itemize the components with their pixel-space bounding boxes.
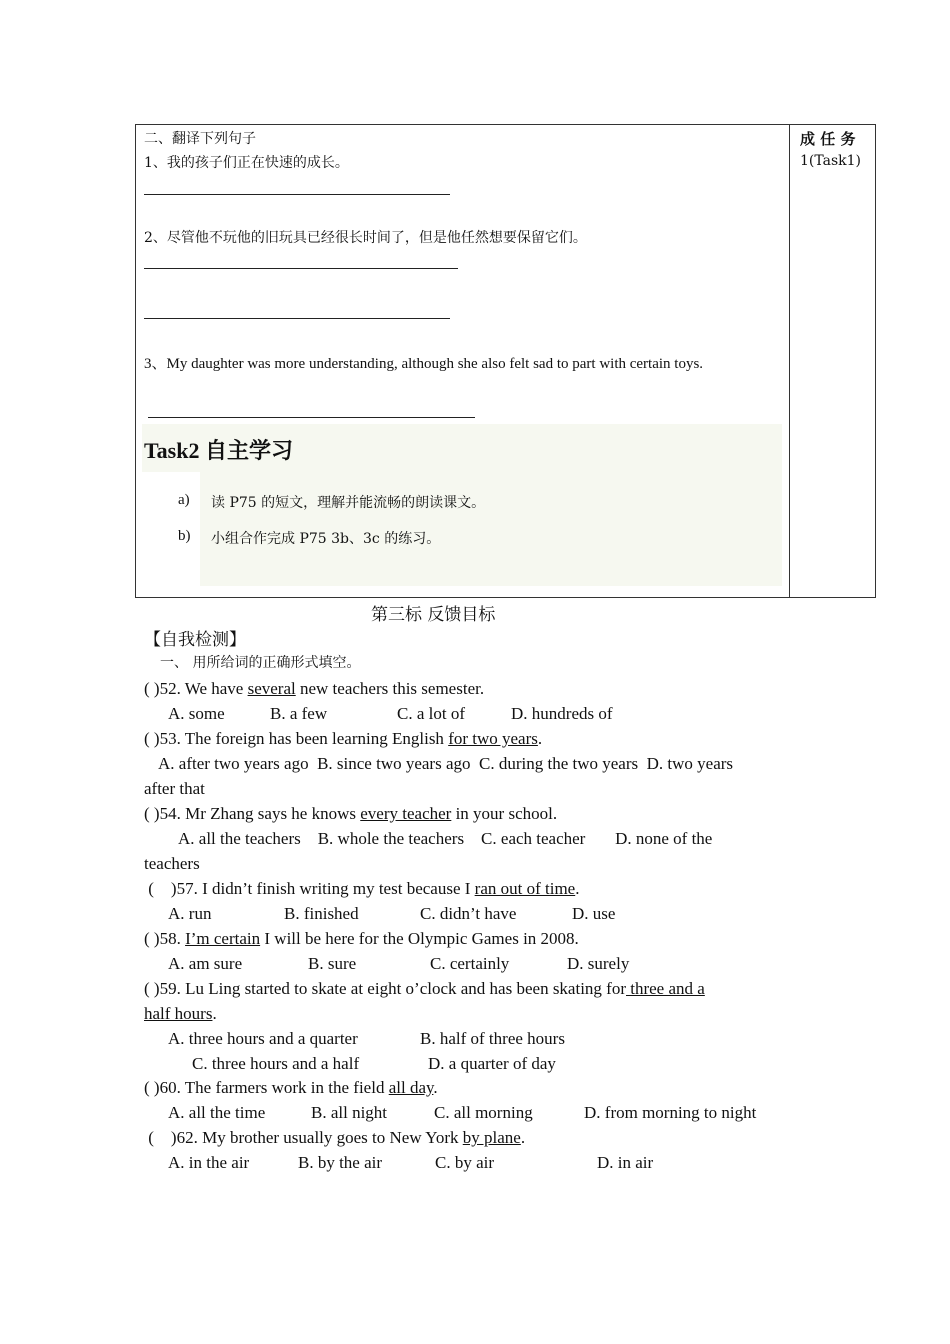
answer-line-4[interactable] xyxy=(148,417,475,418)
question-59-cont: half hours. xyxy=(144,1004,217,1023)
translate-item-3: 3、My daughter was more understanding, although she also felt sad to part with certain toys. xyxy=(144,356,704,372)
q53-options[interactable]: A. after two years ago B. since two years ago C. during the two years D. two years xyxy=(158,754,734,773)
q52-option-c[interactable]: C. a lot of xyxy=(397,704,465,723)
q52-option-d[interactable]: D. hundreds of xyxy=(511,704,613,723)
q62-option-c[interactable]: C. by air xyxy=(435,1153,495,1172)
q57-option-a[interactable]: A. run xyxy=(168,904,212,923)
q59-option-a[interactable]: A. three hours and a quarter xyxy=(168,1029,358,1048)
q58-option-d[interactable]: D. surely xyxy=(567,954,630,973)
section3-title: 第三标 反馈目标 xyxy=(371,605,496,625)
question-52: ( )52. We have several new teachers this semester. xyxy=(144,679,485,698)
q60-option-a[interactable]: A. all the time xyxy=(168,1103,266,1122)
q62-option-d[interactable]: D. in air xyxy=(597,1153,654,1172)
question-59: ( )59. Lu Ling started to skate at eight o’clock and has been skating for three and a xyxy=(144,979,705,998)
answer-line-2[interactable] xyxy=(144,268,458,269)
q59-option-b[interactable]: B. half of three hours xyxy=(420,1029,565,1048)
table-column-divider xyxy=(789,124,790,598)
q52-option-a[interactable]: A. some xyxy=(168,704,225,723)
question-58: ( )58. I’m certain I will be here for the Olympic Games in 2008. xyxy=(144,929,579,948)
translate-item-1: 1、我的孩子们正在快速的成长。 xyxy=(144,155,349,171)
q52-option-b[interactable]: B. a few xyxy=(270,704,328,723)
q62-option-b[interactable]: B. by the air xyxy=(298,1153,383,1172)
question-62: ( )62. My brother usually goes to New York by plane. xyxy=(144,1128,526,1147)
q57-option-b[interactable]: B. finished xyxy=(284,904,359,923)
task2-a-text: 读 P75 的短文，理解并能流畅的朗读课文。 xyxy=(211,495,486,511)
translate-item-2: 2、尽管他不玩他的旧玩具已经很长时间了，但是他任然想要保留它们。 xyxy=(144,230,587,246)
task2-title: Task2 自主学习 xyxy=(144,438,293,463)
q54-options[interactable]: A. all the teachers B. whole the teachers C. each teacher D. none of the xyxy=(178,829,713,848)
q58-option-a[interactable]: A. am sure xyxy=(168,954,243,973)
question-54: ( )54. Mr Zhang says he knows every teacher in your school. xyxy=(144,804,558,823)
q60-option-b[interactable]: B. all night xyxy=(311,1103,388,1122)
q53-options-cont: after that xyxy=(144,779,205,798)
q58-option-c[interactable]: C. certainly xyxy=(430,954,510,973)
question-57: ( )57. I didn’t finish writing my test because I ran out of time. xyxy=(144,879,580,898)
answer-line-1[interactable] xyxy=(144,194,450,195)
q57-option-c[interactable]: C. didn’t have xyxy=(420,904,517,923)
q62-option-a[interactable]: A. in the air xyxy=(168,1153,250,1172)
section3-instruction: 一、 用所给词的正确形式填空。 xyxy=(160,655,361,671)
q60-option-c[interactable]: C. all morning xyxy=(434,1103,533,1122)
q54-options-cont: teachers xyxy=(144,854,200,873)
question-60: ( )60. The farmers work in the field all day. xyxy=(144,1078,438,1097)
q57-option-d[interactable]: D. use xyxy=(572,904,616,923)
q58-option-b[interactable]: B. sure xyxy=(308,954,357,973)
translate-section-title: 二、翻译下列句子 xyxy=(144,131,256,147)
side-label-line1: 成 任 务 xyxy=(800,130,856,148)
task2-b-marker: b) xyxy=(178,528,191,544)
q59-option-d[interactable]: D. a quarter of day xyxy=(428,1054,556,1073)
answer-line-3[interactable] xyxy=(144,318,450,319)
task2-b-text: 小组合作完成 P75 3b、3c 的练习。 xyxy=(211,531,441,547)
side-label-line2: 1(Task1) xyxy=(800,153,862,169)
self-check-heading: 【自我检测】 xyxy=(144,630,246,650)
task2-a-marker: a) xyxy=(178,492,190,508)
question-53: ( )53. The foreign has been learning English for two years. xyxy=(144,729,543,748)
q60-option-d[interactable]: D. from morning to night xyxy=(584,1103,757,1122)
q59-option-c[interactable]: C. three hours and a half xyxy=(192,1054,360,1073)
